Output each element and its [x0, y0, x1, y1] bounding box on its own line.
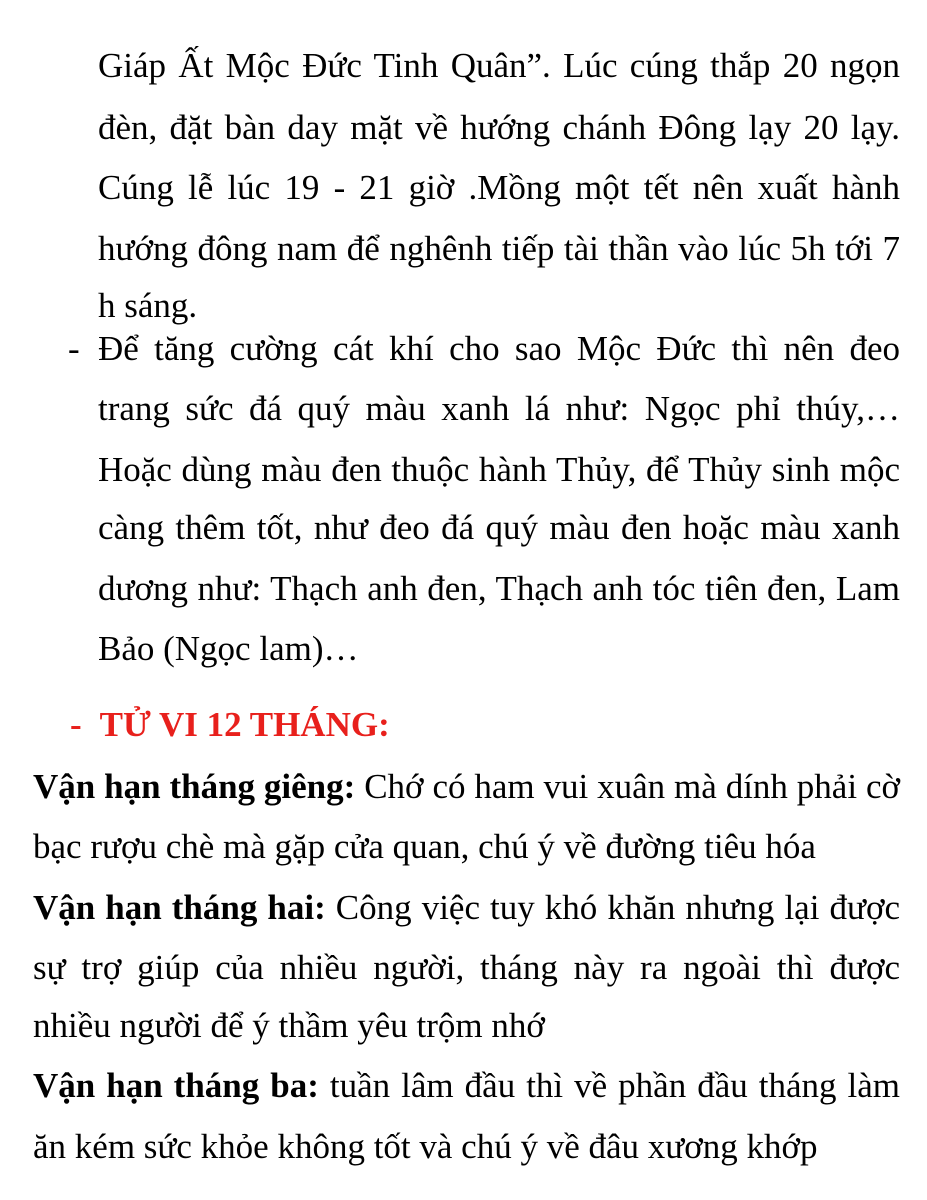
- month-label: Vận hạn tháng hai:: [33, 888, 326, 927]
- bullet-line: Hoặc dùng màu đen thuộc hành Thủy, để Thủy sinh mộc: [98, 450, 900, 489]
- month-entry-first-line: [33, 767, 900, 807]
- month-entry-line: ăn kém sức khỏe không tốt và chú ý về đâu xương khớp: [33, 1127, 818, 1166]
- month-entry-line: nhiều người để ý thầm yêu trộm nhớ: [33, 1006, 545, 1045]
- intro-line: Giáp Ất Mộc Đức Tinh Quân”. Lúc cúng thắp 20 ngọn: [98, 46, 900, 85]
- heading-dash: -: [70, 705, 82, 744]
- month-label: Vận hạn tháng giêng:: [33, 767, 356, 806]
- month-entry-first-line: [33, 1066, 900, 1106]
- heading-text: TỬ VI 12 THÁNG:: [99, 705, 390, 744]
- bullet-line: dương như: Thạch anh đen, Thạch anh tóc tiên đen, Lam: [98, 569, 900, 608]
- month-text: tuần lâm đầu thì về phần đầu tháng làm: [329, 1066, 900, 1105]
- month-entry-first-line: [33, 888, 900, 928]
- intro-line: h sáng.: [98, 286, 198, 325]
- month-text: Chớ có ham vui xuân mà dính phải cờ: [364, 767, 900, 806]
- bullet-line: càng thêm tốt, như đeo đá quý màu đen hoặc màu xanh: [98, 508, 900, 547]
- intro-line: hướng đông nam để nghênh tiếp tài thần vào lúc 5h tới 7: [98, 229, 900, 268]
- bullet-line: Bảo (Ngọc lam)…: [98, 629, 359, 668]
- bullet-line: trang sức đá quý màu xanh lá như: Ngọc phỉ thúy,…: [98, 389, 900, 428]
- month-text: Công việc tuy khó khăn nhưng lại được: [335, 888, 900, 927]
- month-entry-line: sự trợ giúp của nhiều người, tháng này ra ngoài thì được: [33, 948, 900, 987]
- bullet-dash: -: [68, 329, 80, 368]
- month-label: Vận hạn tháng ba:: [33, 1066, 319, 1105]
- intro-line: Cúng lễ lúc 19 - 21 giờ .Mồng một tết nên xuất hành: [98, 168, 900, 207]
- section-heading: [70, 705, 390, 745]
- bullet-line: Để tăng cường cát khí cho sao Mộc Đức thì nên đeo: [98, 329, 900, 368]
- intro-line: đèn, đặt bàn day mặt về hướng chánh Đông lạy 20 lạy.: [98, 108, 900, 147]
- month-entry-line: bạc rượu chè mà gặp cửa quan, chú ý về đường tiêu hóa: [33, 827, 816, 866]
